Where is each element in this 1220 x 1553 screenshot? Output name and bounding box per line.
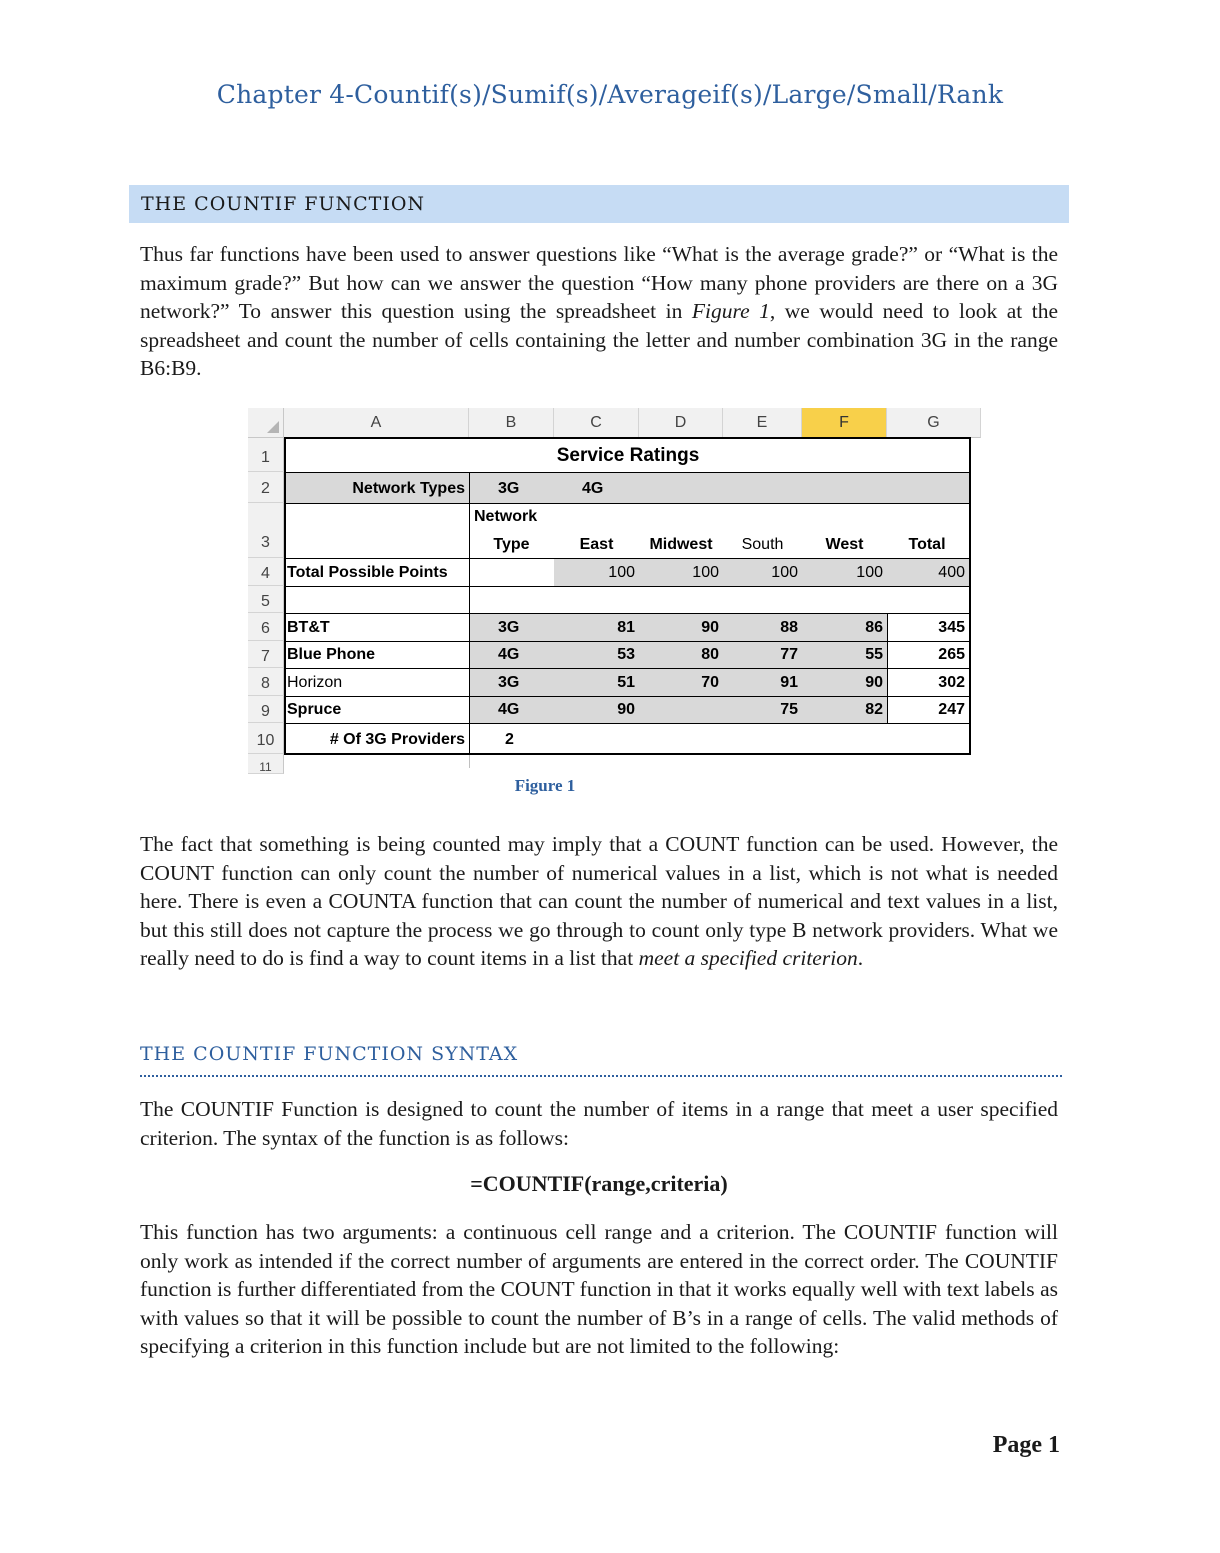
row-header-8: 8 <box>248 668 284 696</box>
border-col-f <box>887 613 888 723</box>
row-header-5: 5 <box>248 586 284 613</box>
spreadsheet-figure <box>248 402 981 774</box>
border-bottom <box>284 753 971 755</box>
figure-reference: Figure 1 <box>691 299 770 323</box>
possible-total: 400 <box>938 564 965 581</box>
border-left <box>284 437 286 755</box>
row-header-1: 1 <box>248 438 284 472</box>
page-number: Page 1 <box>992 1432 1060 1458</box>
rating-west: 82 <box>865 701 883 718</box>
border-row2 <box>284 503 971 504</box>
rating-south: 77 <box>780 646 798 663</box>
network-type-4g: 4G <box>582 480 604 497</box>
intro-text-end: , we would need to look at the spreadsheet and count the number of cells containing the letter and number combination 3G in the range B6:B9. <box>140 299 1059 380</box>
header-west: West <box>825 536 864 553</box>
rating-total: 247 <box>938 701 965 718</box>
provider-name: Horizon <box>287 674 343 691</box>
countif-formula: =COUNTIF(range,criteria) <box>470 1171 728 1196</box>
header-south: South <box>741 536 784 553</box>
arguments-paragraph: This function has two arguments: a continuous cell range and a criterion. The COUNTIF function will only work as intended if the correct number of arguments are entered in the correct order. The COUNTIF function is further differentiated from the COUNT function in that it works equally well with text labels as with values so that it will be possible to count the number of B’s in a range of cells. The valid methods of specifying a criterion in this function include but are not limited to the following: <box>140 1220 1058 1358</box>
grid-line <box>469 754 470 768</box>
row-header-2: 2 <box>248 472 284 503</box>
rating-east: 51 <box>617 674 635 691</box>
border-row4 <box>284 586 971 587</box>
possible-west: 100 <box>856 564 883 581</box>
row-header-11: 11 <box>248 754 284 774</box>
column-header-c: C <box>554 408 639 438</box>
header-midwest: Midwest <box>649 536 713 553</box>
rating-total: 265 <box>938 646 965 663</box>
intro-text: Thus far functions have been used to answer questions like “What is the average grade?” or “What is the maximum grade?” But how can we answer the question “How many phone providers are there on a 3G network?” To answer this question using the spreadsheet in <box>140 242 1058 323</box>
border-row7 <box>284 668 971 669</box>
count-text-end: . <box>857 946 864 970</box>
rating-west: 86 <box>865 619 883 636</box>
rating-midwest: 70 <box>701 674 719 691</box>
count-3g-label: # Of 3G Providers <box>329 731 465 748</box>
provider-type: 4G <box>498 646 520 663</box>
provider-name: BT&T <box>287 619 330 636</box>
figure-caption: Figure 1 <box>514 776 576 795</box>
network-type-3g: 3G <box>498 480 520 497</box>
row-header-3: 3 <box>248 503 284 558</box>
rating-midwest: 80 <box>701 646 719 663</box>
rating-total: 302 <box>938 674 965 691</box>
rating-south: 88 <box>780 619 798 636</box>
provider-name: Blue Phone <box>287 646 376 663</box>
border-row6 <box>284 641 971 642</box>
border-row1 <box>284 472 971 473</box>
rating-east: 81 <box>617 619 635 636</box>
provider-name: Spruce <box>287 701 342 718</box>
header-network: Network <box>474 508 538 525</box>
section-heading-syntax: THE COUNTIF FUNCTION SYNTAX <box>140 1043 1062 1077</box>
select-all-corner <box>248 408 284 438</box>
column-header-b: B <box>469 408 554 438</box>
section-heading-countif: THE COUNTIF FUNCTION <box>129 185 1069 223</box>
row-header-4: 4 <box>248 558 284 586</box>
rating-south: 75 <box>780 701 798 718</box>
possible-south: 100 <box>771 564 798 581</box>
rating-east: 90 <box>617 701 635 718</box>
possible-midwest: 100 <box>692 564 719 581</box>
row-header-9: 9 <box>248 696 284 723</box>
column-header-f: F <box>802 408 887 438</box>
header-type: Type <box>493 536 530 553</box>
border-row5 <box>284 613 971 614</box>
rating-west: 55 <box>865 646 883 663</box>
count-function-paragraph <box>140 830 1058 973</box>
count-text: The fact that something is being counted may imply that a COUNT function can be used. However, the COUNT function can only count the number of numerical values in a list, which is not what is needed here. There is even a COUNTA function that can count the number of numerical and text values in a list, but this still does not capture the process we go through to count only type B network providers. What we really need to do is find a way to count items in a list that <box>140 832 1058 970</box>
possible-east: 100 <box>608 564 635 581</box>
row-header-6: 6 <box>248 613 284 641</box>
border-row8 <box>284 696 971 697</box>
intro-paragraph <box>140 240 1058 383</box>
border-row3 <box>284 558 971 559</box>
header-east: East <box>579 536 614 553</box>
rating-midwest <box>639 696 723 723</box>
chapter-title: Chapter 4-Countif(s)/Sumif(s)/Averageif(s)/Large/Small/Rank <box>216 80 1004 109</box>
network-types-label: Network Types <box>352 480 465 497</box>
border-right <box>969 437 971 755</box>
count-3g-value: 2 <box>505 731 514 748</box>
provider-type: 4G <box>498 701 520 718</box>
border-top <box>284 437 971 439</box>
border-col-a <box>469 472 470 754</box>
table-title: Service Ratings <box>556 445 700 466</box>
total-possible-label: Total Possible Points <box>287 564 448 581</box>
rating-east: 53 <box>617 646 635 663</box>
criterion-emphasis: meet a specified criterion <box>638 946 858 970</box>
column-header-g: G <box>887 408 981 438</box>
rating-midwest: 90 <box>701 619 719 636</box>
row-header-10: 10 <box>248 723 284 754</box>
row-header-7: 7 <box>248 641 284 668</box>
provider-type: 3G <box>498 674 520 691</box>
column-header-d: D <box>639 408 723 438</box>
provider-type: 3G <box>498 619 520 636</box>
rating-south: 91 <box>780 674 798 691</box>
border-row9 <box>284 723 971 724</box>
column-header-a: A <box>284 408 469 438</box>
rating-west: 90 <box>865 674 883 691</box>
rating-total: 345 <box>938 619 965 636</box>
column-header-e: E <box>723 408 802 438</box>
syntax-paragraph: The COUNTIF Function is designed to count the number of items in a range that meet a user specified criterion. The syntax of the function is as follows: <box>140 1097 1058 1150</box>
header-total: Total <box>908 536 946 553</box>
